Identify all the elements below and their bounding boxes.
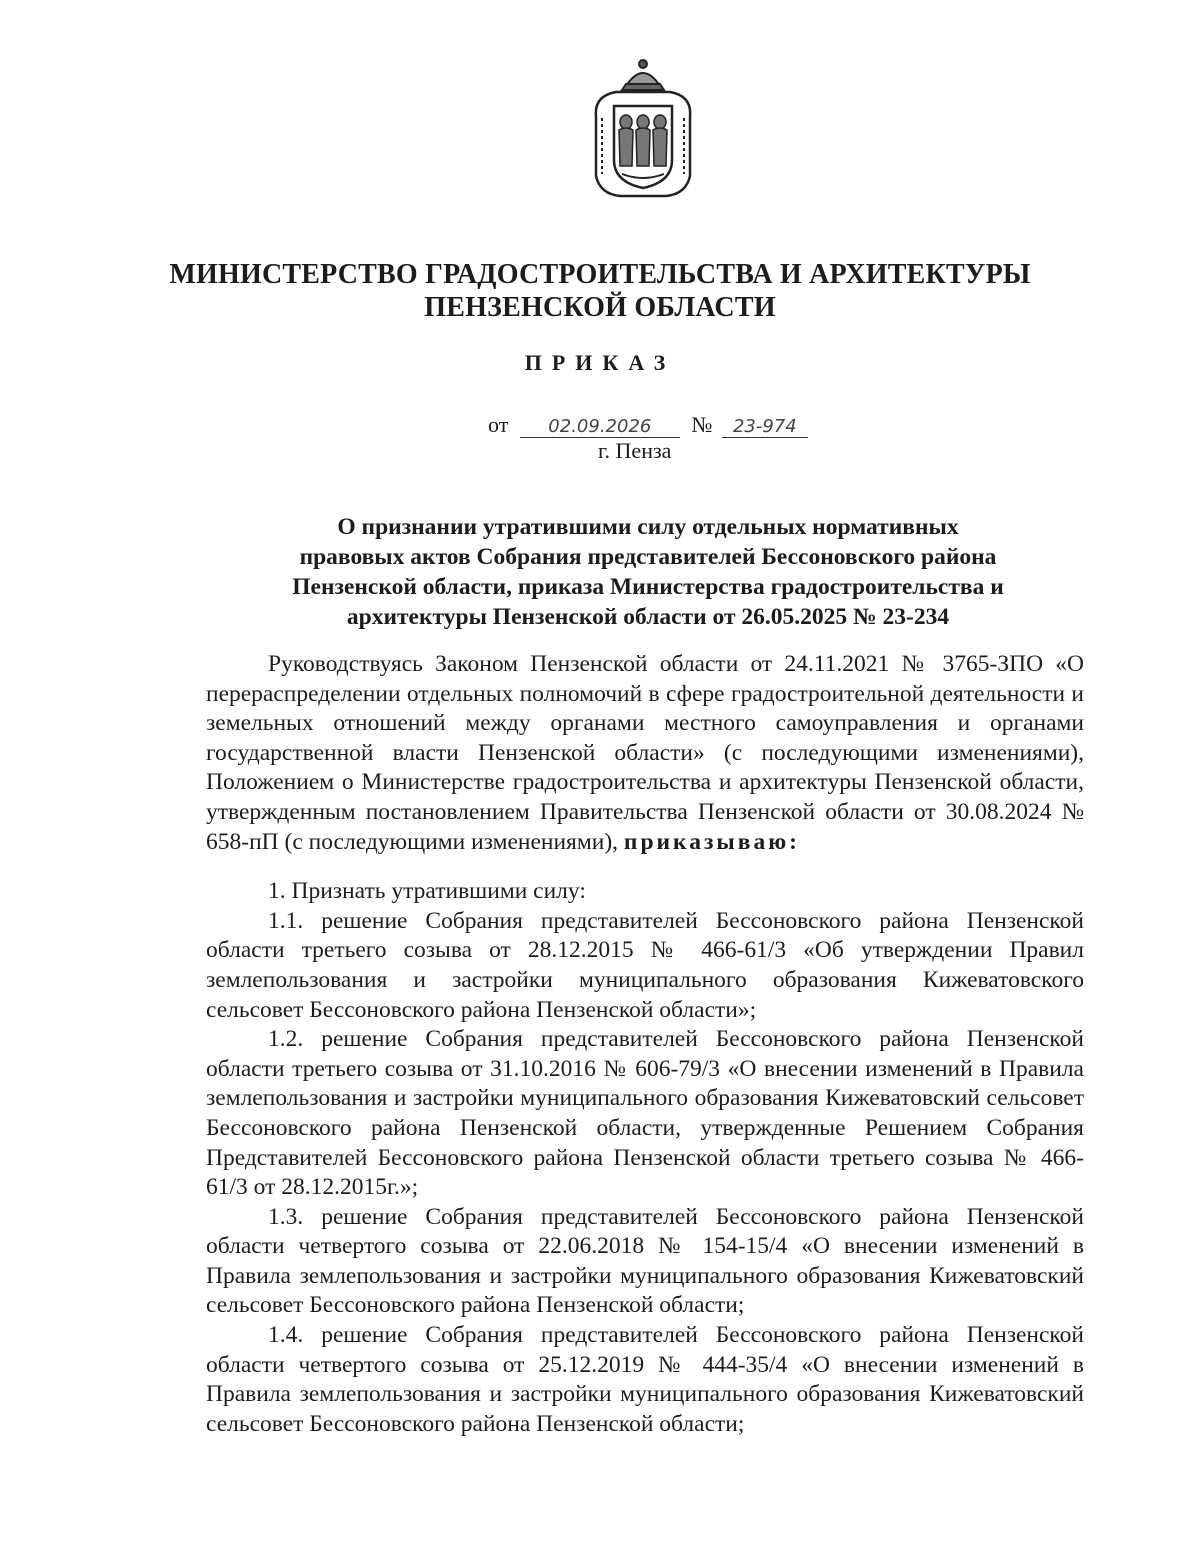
date-prefix: от [488, 412, 509, 437]
subject-line-3: Пензенской области, приказа Министерства градостроительства и [292, 574, 1004, 600]
list-item: 1. Признать утратившими силу: [268, 878, 586, 905]
city-label: г. Пенза [598, 438, 672, 463]
number-prefix: № [691, 412, 713, 437]
ministry-name-line-1: МИНИСТЕРСТВО ГРАДОСТРОИТЕЛЬСТВА И АРХИТЕКТУРЫ [169, 259, 1031, 290]
order-date: 02.09.2026 [520, 416, 680, 438]
list-item: 1.3. решение Собрания представителей Бессоновского района Пензенской области четвертого созыва от 22.06.2018 № 154-15/4 «О внесении изменений в Правила землепользования и застройки муниципального образования Кижеватовский сельсовет Бессоновского района Пензенской области; [206, 1203, 1084, 1319]
preamble-text: Руководствуясь Законом Пензенской области от 24.11.2021 № 3765-ЗПО «О перераспределении отдельных полномочий в сфере градостроительной деятельности и земельных отношений между органами местного самоуправления и органами государственной власти Пензенской области» (с последующими изменениями), Положением о Министерстве градостроительства и архитектуры Пензенской области, утвержденным постановлением Правительства Пензенской области от 30.08.2024 № 658-пП (с последующими изменениями), [206, 651, 1084, 855]
preamble-paragraph [206, 650, 1084, 857]
order-body [206, 650, 1084, 1439]
document-type-title: ПРИКАЗ [524, 350, 676, 375]
list-item: 1.1. решение Собрания представителей Бессоновского района Пензенской области третьего созыва от 28.12.2015 № 466-61/3 «Об утверждении Правил землепользования и застройки муниципального образования Кижеватовского сельсовет Бессоновского района Пензенской области»; [206, 907, 1084, 1023]
subject-line-4: архитектуры Пензенской области от 26.05.2025 № 23-234 [346, 604, 950, 630]
penza-region-coat-of-arms-icon [586, 56, 700, 202]
list-item: 1.4. решение Собрания представителей Бессоновского района Пензенской области четвертого созыва от 25.12.2019 № 444-35/4 «О внесении изменений в Правила землепользования и застройки муниципального образования Кижеватовский сельсовет Бессоновского района Пензенской области; [206, 1322, 1084, 1437]
ministry-name-line-2: ПЕНЗЕНСКОЙ ОБЛАСТИ [424, 292, 776, 323]
subject-line-1: О признании утратившими силу отдельных нормативных [337, 514, 959, 540]
order-number: 23-974 [722, 416, 808, 438]
date-number-row [488, 412, 808, 438]
ministry-name [150, 258, 1050, 324]
order-word: приказываю: [623, 828, 801, 855]
subject-line-2: правовых актов Собрания представителей Бессоновского района [299, 544, 997, 570]
list-item: 1.2. решение Собрания представителей Бессоновского района Пензенской области третьего созыва от 31.10.2016 № 606-79/3 «О внесении изменений в Правила землепользования и застройки муниципального образования Кижеватовский сельсовет Бессоновского района Пензенской области, утвержденные Решением Собрания Представителей Бессоновского района Пензенской области третьего созыва № 466-61/3 от 28.12.2015г.»; [206, 1026, 1084, 1201]
order-subject [238, 512, 1058, 632]
